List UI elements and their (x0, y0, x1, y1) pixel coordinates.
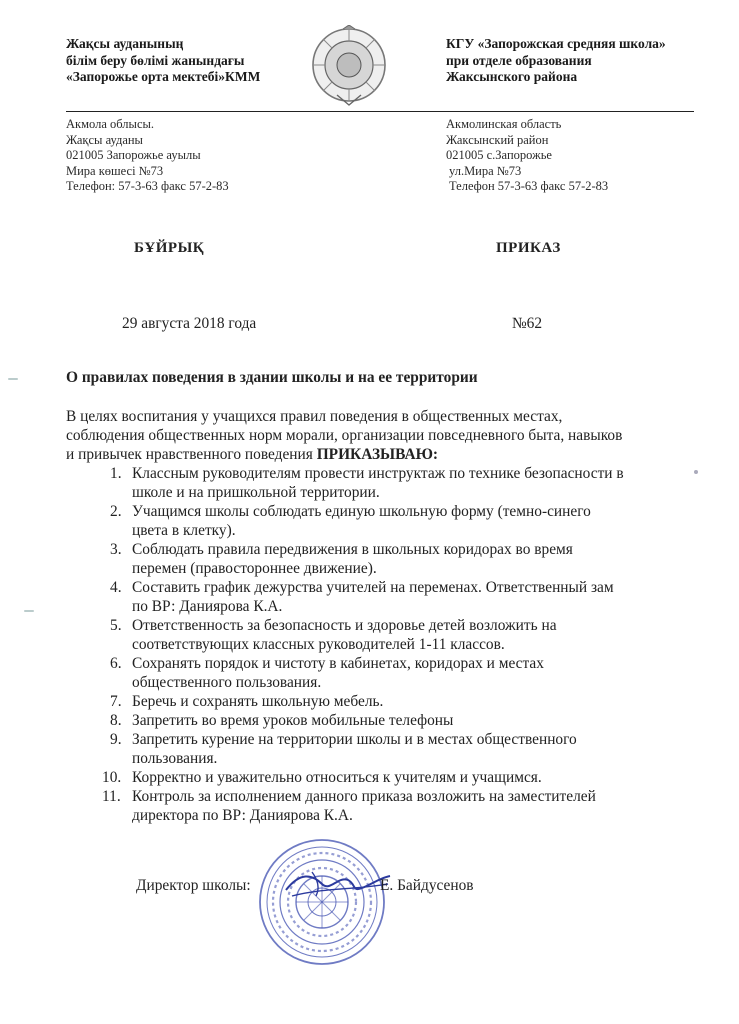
scan-speck (24, 610, 34, 612)
scan-speck (8, 378, 18, 380)
item-line: Классным руководителям провести инструктаж по технике безопасности в (132, 465, 624, 482)
item-line: Сохранять порядок и чистоту в кабинетах, коридорах и местах (132, 655, 544, 672)
item-number: 9. (110, 731, 122, 748)
header-divider (66, 111, 694, 112)
item-line: перемен (правостороннее движение). (132, 560, 377, 577)
item-number: 7. (110, 693, 122, 710)
list-item (110, 730, 700, 768)
handwritten-signature-icon (282, 866, 394, 902)
list-item (110, 502, 700, 540)
item-number: 10. (102, 769, 122, 786)
list-item (110, 616, 700, 654)
item-line: школе и на пришкольной территории. (132, 484, 380, 501)
intro-line: В целях воспитания у учащихся правил поведения в общественных местах, (66, 408, 563, 425)
item-line: общественного пользования. (132, 674, 322, 691)
item-number: 6. (110, 655, 122, 672)
item-number: 8. (110, 712, 122, 729)
order-date: 29 августа 2018 года (122, 315, 257, 332)
order-intro (66, 407, 706, 464)
intro-line: соблюдения общественных норм морали, организации повседневного быта, навыков (66, 427, 623, 444)
order-items (102, 464, 700, 825)
address-left-line: Мира көшесі №73 (66, 163, 164, 178)
item-line: Беречь и сохранять школьную мебель. (132, 693, 384, 710)
address-left-line: 021005 Запорожье ауылы (66, 148, 201, 162)
address-right-line: 021005 с.Запорожье (446, 148, 552, 162)
list-item (102, 787, 700, 825)
order-number: №62 (512, 315, 543, 332)
intro-bold: ПРИКАЗЫВАЮ: (316, 446, 439, 463)
item-line: Корректно и уважительно относиться к учителям и учащимся. (132, 769, 542, 786)
item-line: соответствующих классных руководителей 1-11 классов. (132, 636, 505, 653)
item-line: Соблюдать правила передвижения в школьных коридорах во время (132, 541, 573, 558)
item-number: 5. (110, 617, 122, 634)
title-ru: ПРИКАЗ (496, 240, 561, 256)
list-item (110, 711, 700, 730)
list-item (110, 578, 700, 616)
address-right-line: Акмолинская область (446, 117, 562, 131)
header-right-line: при отделе образования (446, 52, 592, 68)
signature-name: Е. Байдусенов (380, 877, 474, 894)
item-line: Запретить во время уроков мобильные телефоны (132, 712, 454, 729)
address-right (446, 117, 608, 195)
item-line: цвета в клетку). (132, 522, 236, 539)
order-subject: О правилах поведения в здании школы и на ее территории (66, 369, 478, 386)
item-line: Запретить курение на территории школы и в местах общественного (132, 731, 577, 748)
list-item (110, 654, 700, 692)
scan-speck (694, 470, 698, 474)
address-left (66, 117, 229, 195)
title-kz: БҰЙРЫҚ (134, 240, 205, 256)
header-left-line: «Запорожье орта мектебі»КММ (66, 69, 261, 84)
item-line: директора по ВР: Даниярова К.А. (132, 807, 353, 824)
item-line: Контроль за исполнением данного приказа возложить на заместителей (132, 788, 596, 805)
header-left (66, 36, 260, 86)
address-left-line: Акмола облысы. (66, 117, 155, 131)
address-left-line: Телефон: 57-3-63 факс 57-2-83 (66, 179, 229, 193)
list-item (102, 768, 700, 787)
item-number: 2. (110, 503, 122, 520)
list-item (110, 464, 700, 502)
kazakhstan-emblem-icon (310, 25, 388, 109)
header-right-line: Жаксынского района (446, 69, 578, 84)
intro-text: и привычек нравственного поведения (66, 446, 317, 463)
address-right-line: Жаксынский район (446, 132, 549, 147)
address-left-line: Жақсы ауданы (66, 132, 143, 147)
item-line: пользования. (132, 750, 218, 767)
item-line: Учащимся школы соблюдать единую школьную форму (темно-синего (132, 503, 591, 520)
intro-line-last (66, 445, 706, 464)
list-item (110, 692, 700, 711)
item-number: 11. (102, 788, 121, 805)
item-line: Ответственность за безопасность и здоровье детей возложить на (132, 617, 557, 634)
header-left-line: Жақсы ауданының (66, 36, 184, 51)
item-line: по ВР: Даниярова К.А. (132, 598, 283, 615)
header-right-line: КГУ «Запорожская средняя школа» (446, 36, 666, 51)
address-right-line: Телефон 57-3-63 факс 57-2-83 (449, 179, 609, 193)
signature-role: Директор школы: (136, 877, 251, 894)
address-right-line: ул.Мира №73 (449, 163, 522, 178)
header-right (446, 36, 666, 86)
item-line: Составить график дежурства учителей на переменах. Ответственный зам (132, 579, 614, 596)
item-number: 4. (110, 579, 122, 596)
list-item (110, 540, 700, 578)
header-left-line: білім беру бөлімі жанындағы (66, 52, 245, 68)
item-number: 1. (110, 465, 122, 482)
item-number: 3. (110, 541, 122, 558)
